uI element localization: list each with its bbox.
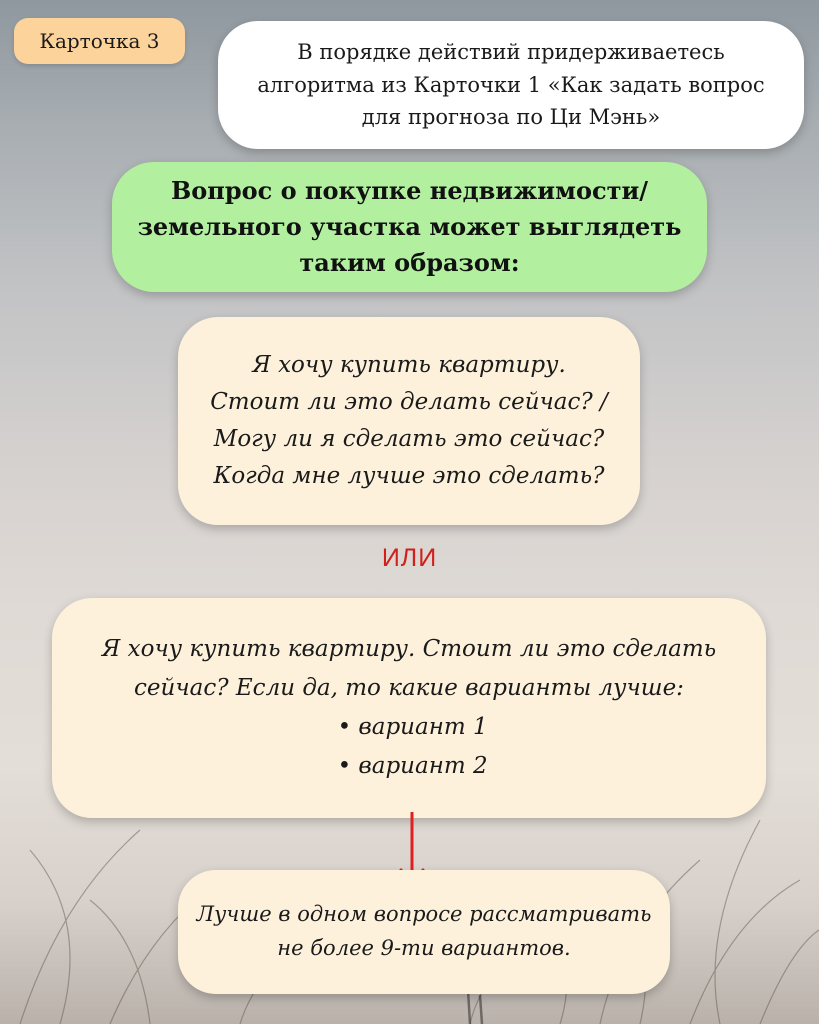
question-line: Когда мне лучше это сделать? [213, 462, 605, 489]
question-line: сейчас? Если да, то какие варианты лучше: [134, 674, 684, 701]
note-line: не более 9-ти вариантов. [277, 936, 571, 960]
question-line: Я хочу купить квартиру. [252, 352, 566, 379]
list-item [330, 747, 487, 786]
variant-label: вариант 1 [358, 714, 488, 740]
question-example-1 [178, 317, 640, 525]
intro-bubble [218, 21, 804, 149]
variant-label: вариант 2 [358, 753, 488, 780]
title-line: таким образом: [299, 248, 520, 277]
intro-line: для прогноза по Ци Мэнь» [361, 105, 661, 130]
bullet-icon: • [337, 753, 352, 780]
intro-line: В порядке действий придерживаетесь [297, 40, 725, 65]
title-line: земельного участка может выглядеть [137, 212, 682, 241]
title-bubble [112, 162, 707, 292]
note-line: Лучше в одном вопросе рассматривать [196, 902, 652, 927]
question-line: Могу ли я сделать это сейчас? [213, 426, 605, 452]
question-line: Стоит ли это делать сейчас? / [210, 389, 608, 416]
question-example-2 [52, 598, 766, 818]
question-line: Я хочу купить квартиру. Стоит ли это сделать [101, 635, 717, 662]
variant-list [330, 708, 487, 786]
note-bubble [178, 870, 670, 994]
list-item [330, 708, 487, 747]
or-separator: ИЛИ [381, 544, 438, 572]
title-line: Вопрос о покупке недвижимости/ [170, 176, 649, 205]
intro-line: алгоритма из Карточки 1 «Как задать вопрос [257, 72, 765, 97]
bullet-icon: • [337, 714, 352, 740]
card-label: Карточка 3 [14, 18, 185, 64]
